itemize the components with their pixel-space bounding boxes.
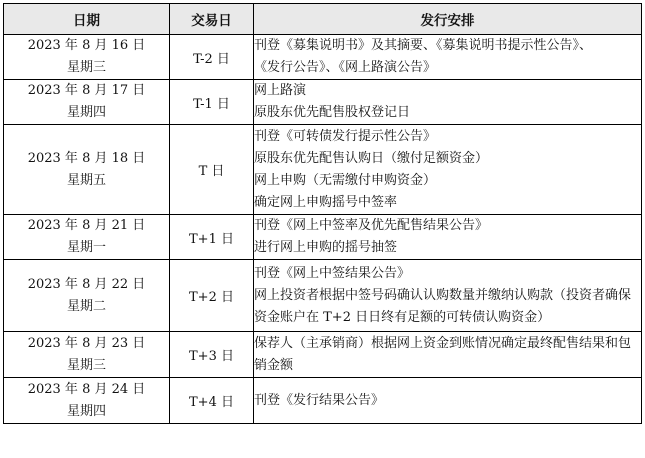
- table-row: [4, 215, 642, 260]
- arrangement-cell: [254, 35, 642, 80]
- trading-day-cell: T+2 日: [170, 260, 254, 332]
- arrangement-line: 刊登《可转债发行提示性公告》: [254, 128, 437, 144]
- date-cell: [4, 332, 170, 378]
- weekday-text: 星期三: [66, 357, 106, 373]
- date-text: 2023 年 8 月 23 日: [27, 335, 146, 351]
- trading-day-cell: T+4 日: [170, 378, 254, 424]
- header-date: 日期: [4, 4, 170, 35]
- table-row: [4, 260, 642, 332]
- weekday-text: 星期五: [66, 172, 106, 188]
- arrangement-cell: [254, 80, 642, 125]
- weekday-text: 星期二: [66, 298, 106, 314]
- date-cell: [4, 35, 170, 80]
- weekday-text: 星期四: [66, 403, 106, 419]
- table-row: [4, 35, 642, 80]
- arrangement-cell: [254, 215, 642, 260]
- date-text: 2023 年 8 月 22 日: [27, 276, 146, 292]
- date-text: 2023 年 8 月 17 日: [27, 83, 146, 98]
- arrangement-line: 刊登《网上中签结果公告》: [254, 265, 411, 281]
- header-issuance-arrangement: 发行安排: [254, 4, 642, 35]
- trading-day-cell: T-1 日: [170, 80, 254, 125]
- weekday-text: 星期一: [66, 240, 106, 255]
- arrangement-line: 原股东优先配售认购日（缴付足额资金）: [254, 150, 489, 166]
- trading-day-cell: T+1 日: [170, 215, 254, 260]
- arrangement-cell: [254, 332, 642, 378]
- trading-day-cell: T 日: [170, 125, 254, 215]
- date-cell: [4, 378, 170, 424]
- arrangement-line: 确定网上申购摇号中签率: [254, 194, 398, 210]
- weekday-text: 星期四: [66, 105, 106, 120]
- header-row: [4, 4, 642, 35]
- arrangement-line: 原股东优先配售股权登记日: [254, 105, 411, 120]
- table-row: [4, 80, 642, 125]
- date-cell: [4, 125, 170, 215]
- weekday-text: 星期三: [66, 60, 106, 75]
- issuance-schedule-table: [3, 3, 642, 424]
- date-text: 2023 年 8 月 24 日: [27, 381, 146, 397]
- header-trading-day: 交易日: [170, 4, 254, 35]
- arrangement-line: 刊登《发行结果公告》: [254, 392, 385, 408]
- table-row: [4, 378, 642, 424]
- date-cell: [4, 260, 170, 332]
- date-cell: [4, 80, 170, 125]
- trading-day-cell: T-2 日: [170, 35, 254, 80]
- arrangement-line: 《发行公告》、《网上路演公告》: [254, 60, 437, 75]
- arrangement-line: 刊登《募集说明书》及其摘要、《募集说明书提示性公告》、: [254, 38, 593, 53]
- date-text: 2023 年 8 月 21 日: [27, 218, 146, 233]
- table-header: [4, 4, 642, 35]
- arrangement-line: 刊登《网上中签率及优先配售结果公告》: [254, 218, 489, 233]
- table-row: [4, 332, 642, 378]
- arrangement-line: 进行网上申购的摇号抽签: [254, 240, 398, 255]
- arrangement-cell: [254, 260, 642, 332]
- date-cell: [4, 215, 170, 260]
- arrangement-cell: [254, 125, 642, 215]
- table-row: [4, 125, 642, 215]
- date-text: 2023 年 8 月 16 日: [27, 38, 146, 53]
- arrangement-line: 保荐人（主承销商）根据网上资金到账情况确定最终配售结果和包销金额: [254, 335, 632, 373]
- arrangement-cell: [254, 378, 642, 424]
- arrangement-line: 网上申购（无需缴付申购资金）: [254, 172, 437, 188]
- date-text: 2023 年 8 月 18 日: [27, 150, 146, 166]
- table-body: [4, 35, 642, 424]
- arrangement-line: 网上路演: [254, 83, 307, 98]
- trading-day-cell: T+3 日: [170, 332, 254, 378]
- arrangement-line: 网上投资者根据中签号码确认认购数量并缴纳认购款（投资者确保资金账户在 T+2 日日终有足额的可转债认购资金）: [254, 287, 632, 325]
